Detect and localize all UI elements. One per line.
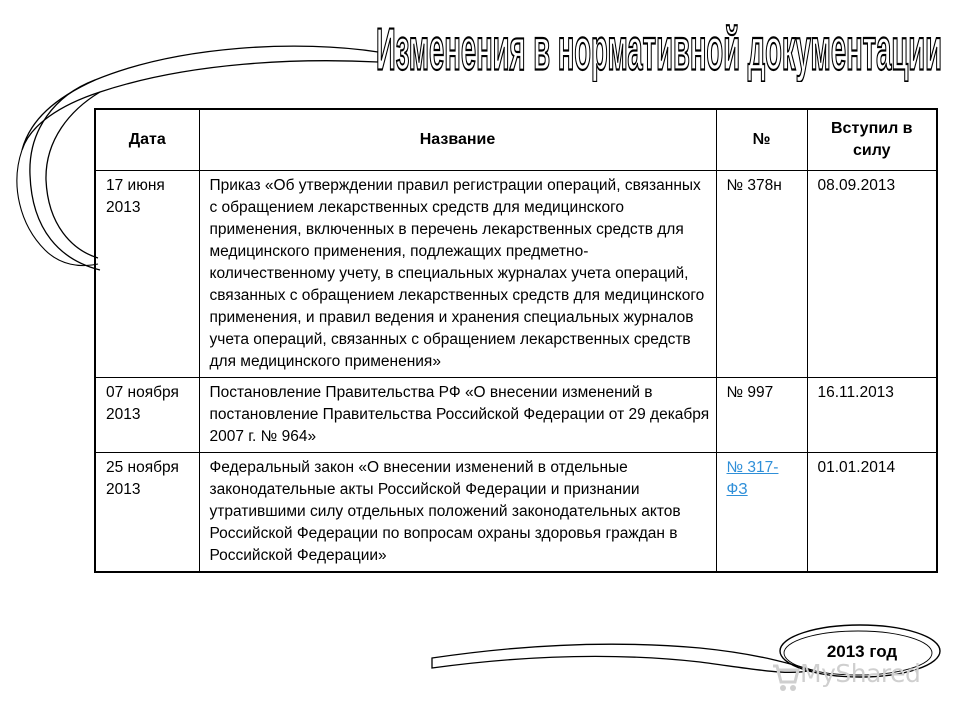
row-number: № 378н [716, 171, 807, 378]
year-badge: 2013 год [826, 642, 898, 661]
page-title-text: Изменения в нормативной документации [376, 17, 942, 82]
row-date: 07 ноября 2013 [95, 378, 199, 453]
row-effective: 16.11.2013 [807, 378, 937, 453]
row-number-cell [716, 453, 807, 573]
row-number: № 997 [716, 378, 807, 453]
row-name: Федеральный закон «О внесении изменений в отдельные законодательные акты Российской Федерации и признании утратившими силу отдельных положений законодательных актов Российской Федерации по вопросам охраны здоровья граждан в Российской Федерации» [199, 453, 716, 573]
watermark-text: MyShared [800, 659, 921, 688]
table-header-row [95, 109, 937, 171]
watermark [770, 658, 940, 694]
header-name: Название [199, 109, 716, 171]
header-effective: Вступил в силу [807, 109, 937, 171]
ribbon-left-curl [30, 80, 100, 270]
table-row [95, 171, 937, 378]
cart-icon [770, 660, 800, 694]
row-effective: 01.01.2014 [807, 453, 937, 573]
table-row [95, 453, 937, 573]
page-title [372, 10, 947, 82]
row-date: 17 июня 2013 [95, 171, 199, 378]
row-date: 25 ноября 2013 [95, 453, 199, 573]
ribbon-bottom [432, 644, 812, 672]
header-date: Дата [95, 109, 199, 171]
table-row [95, 378, 937, 453]
regulations-table [94, 108, 938, 573]
row-name: Приказ «Об утверждении правил регистрации операций, связанных с обращением лекарственных средств для медицинского применения, включенных в перечень лекарственных средств для медицинского применения, подлежащих предметно-количественному учету, в специальных журналах учета операций, связанных с обращением лекарственных средств для медицинского применения, и правил ведения и хранения специальных журналов учета операций, связанных с обращением лекарственных средств для медицинского применения» [199, 171, 716, 378]
row-effective: 08.09.2013 [807, 171, 937, 378]
header-number: № [716, 109, 807, 171]
ribbon-left-curl-2 [17, 150, 98, 266]
law-number-link[interactable]: № 317-ФЗ [726, 459, 779, 498]
row-name: Постановление Правительства РФ «О внесении изменений в постановление Правительства Российской Федерации от 29 декабря 2007 г. № 964» [199, 378, 716, 453]
